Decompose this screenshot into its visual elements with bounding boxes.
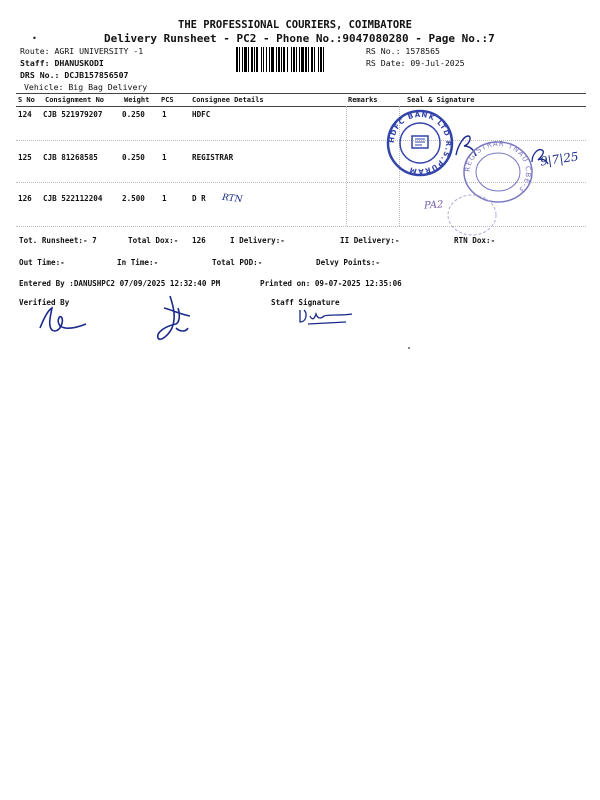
cell-consignee: HDFC bbox=[192, 110, 211, 119]
row-divider bbox=[16, 226, 586, 227]
delivery-signature bbox=[150, 288, 210, 348]
bank-stamp-text: HDFC BANK LTD R.S.PURAM bbox=[387, 110, 453, 176]
route-label: Route: AGRI UNIVERSITY -1 bbox=[20, 46, 144, 56]
cell-weight: 2.500 bbox=[122, 194, 145, 203]
out-time: Out Time:- bbox=[19, 258, 65, 267]
cell-pcs: 1 bbox=[162, 194, 167, 203]
table-top-rule bbox=[16, 93, 586, 94]
cell-consignee: D R bbox=[192, 194, 206, 203]
cell-consignment: CJB 521979207 bbox=[43, 110, 103, 119]
delvy-points: Delvy Points:- bbox=[316, 258, 381, 267]
cell-weight: 0.250 bbox=[122, 153, 145, 162]
cell-sno: 125 bbox=[18, 153, 32, 162]
staff-signature-label: Staff Signature bbox=[271, 298, 340, 307]
col-header-seal: Seal & Signature bbox=[407, 96, 475, 104]
drs-number: DRS No.: DCJB157856507 bbox=[20, 70, 129, 80]
cell-consignment: CJB 522112204 bbox=[43, 194, 103, 203]
barcode bbox=[236, 47, 360, 72]
column-divider bbox=[346, 106, 347, 226]
cell-pcs: 1 bbox=[162, 153, 167, 162]
rtn-dox: RTN Dox:- bbox=[454, 236, 496, 245]
staff-signature-mark bbox=[296, 304, 356, 328]
printed-on: Printed on: 09-07-2025 12:35:06 bbox=[260, 279, 402, 288]
ii-delivery: II Delivery:- bbox=[340, 236, 400, 245]
handwritten-rtn: RTN bbox=[221, 192, 243, 206]
rs-date: RS Date: 09-Jul-2025 bbox=[366, 58, 465, 68]
entered-by: Entered By :DANUSHPC2 07/09/2025 12:32:40 PM bbox=[19, 279, 221, 288]
i-delivery: I Delivery:- bbox=[230, 236, 285, 245]
tot-runsheet: Tot. Runsheet:- 7 bbox=[19, 236, 97, 245]
col-header-weight: Weight bbox=[124, 96, 150, 104]
table-header-rule bbox=[16, 106, 586, 107]
handwritten-date: 9|7|25 bbox=[539, 149, 580, 169]
registrar-signature-mark bbox=[528, 144, 552, 166]
verified-by-label: Verified By bbox=[19, 298, 70, 307]
col-header-pcs: PCS bbox=[161, 96, 174, 104]
svg-text:REGISTRAR TNAU CBE-3 bbox=[464, 140, 532, 194]
runsheet-subtitle: Delivery Runsheet - PC2 - Phone No.:9047080280 - Page No.:7 bbox=[104, 32, 495, 45]
total-dox-value: 126 bbox=[192, 236, 206, 245]
cell-consignment: CJB 81268585 bbox=[43, 153, 98, 162]
col-header-consignee: Consignee Details bbox=[192, 96, 264, 104]
vehicle-label: Vehicle: Big Bag Delivery bbox=[24, 82, 148, 92]
bullet-mark: • bbox=[32, 33, 37, 43]
cell-sno: 126 bbox=[18, 194, 32, 203]
in-time: In Time:- bbox=[117, 258, 159, 267]
verified-by-signature bbox=[34, 300, 94, 340]
rs-number: RS No.: 1578565 bbox=[366, 46, 440, 56]
registrar-stamp-text: REGISTRAR TNAU CBE-3 bbox=[463, 139, 533, 195]
total-pod: Total POD:- bbox=[212, 258, 263, 267]
staff-label: Staff: DHANUSKODI bbox=[20, 58, 104, 68]
total-dox-label: Total Dox:- bbox=[128, 236, 179, 245]
cell-sno: 124 bbox=[18, 110, 32, 119]
company-title: THE PROFESSIONAL COURIERS, COIMBATORE bbox=[178, 19, 412, 31]
cell-pcs: 1 bbox=[162, 110, 167, 119]
col-header-sno: S No bbox=[18, 96, 35, 104]
faint-seal-stamp bbox=[440, 190, 500, 240]
handwritten-pa2: PA2 bbox=[423, 199, 444, 212]
col-header-remarks: Remarks bbox=[348, 96, 378, 104]
scan-speck bbox=[408, 347, 410, 349]
cell-consignee: REGISTRAR bbox=[192, 153, 234, 162]
bank-seal-stamp bbox=[385, 108, 455, 178]
col-header-consignment: Consignment No bbox=[45, 96, 105, 104]
cell-weight: 0.250 bbox=[122, 110, 145, 119]
